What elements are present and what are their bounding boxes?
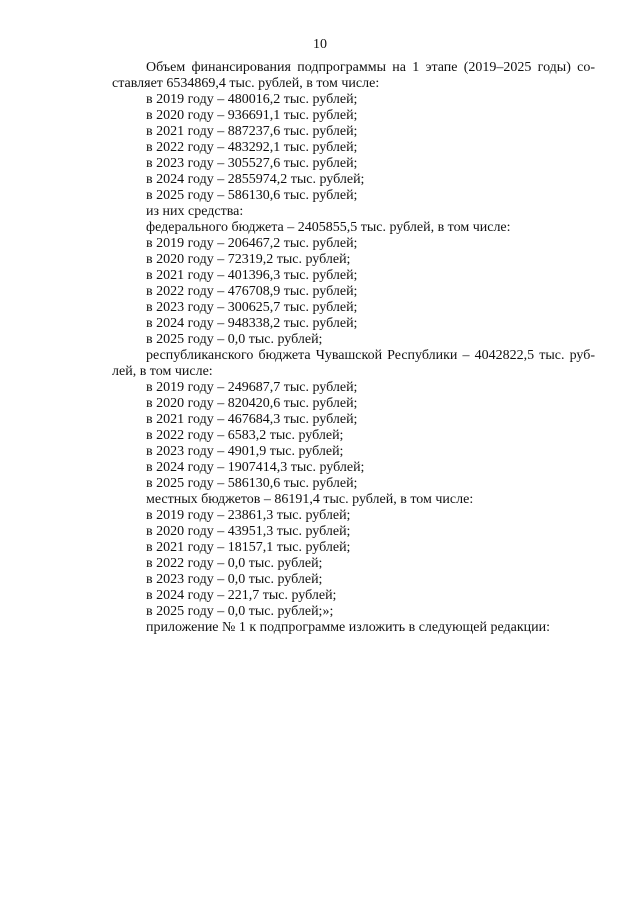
document-body (112, 60, 595, 636)
text-line: в 2024 году – 948338,2 тыс. рублей; (146, 316, 358, 331)
text-line: в 2020 году – 936691,1 тыс. рублей; (146, 108, 358, 123)
text-line: в 2022 году – 0,0 тыс. рублей; (146, 556, 323, 571)
page-number: 10 (313, 37, 327, 52)
text-line: в 2019 году – 23861,3 тыс. рублей; (146, 508, 351, 523)
text-line: в 2024 году – 2855974,2 тыс. рублей; (146, 172, 365, 187)
text-line: в 2020 году – 72319,2 тыс. рублей; (146, 252, 351, 267)
text-line: в 2023 году – 4901,9 тыс. рублей; (146, 444, 344, 459)
text-line: в 2023 году – 300625,7 тыс. рублей; (146, 300, 358, 315)
text-line: в 2025 году – 0,0 тыс. рублей; (146, 332, 323, 347)
text-line: в 2025 году – 0,0 тыс. рублей;»; (146, 604, 334, 619)
text-line: в 2019 году – 206467,2 тыс. рублей; (146, 236, 358, 251)
text-line: в 2021 году – 18157,1 тыс. рублей; (146, 540, 351, 555)
text-line: в 2021 году – 401396,3 тыс. рублей; (146, 268, 358, 283)
text-line: в 2023 году – 0,0 тыс. рублей; (146, 572, 323, 587)
text-line: в 2024 году – 221,7 тыс. рублей; (146, 588, 337, 603)
text-line: из них средства: (146, 204, 244, 219)
text-line: в 2020 году – 820420,6 тыс. рублей; (146, 396, 358, 411)
text-line: в 2024 году – 1907414,3 тыс. рублей; (146, 460, 365, 475)
text-line: в 2022 году – 476708,9 тыс. рублей; (146, 284, 358, 299)
text-line: Объем финансирования подпрограммы на 1 этапе (2019–2025 годы) со- (146, 60, 595, 75)
text-line: в 2023 году – 305527,6 тыс. рублей; (146, 156, 358, 171)
text-line: в 2021 году – 467684,3 тыс. рублей; (146, 412, 358, 427)
text-line: в 2022 году – 6583,2 тыс. рублей; (146, 428, 344, 443)
text-line: федерального бюджета – 2405855,5 тыс. рублей, в том числе: (146, 220, 511, 235)
text-line: республиканского бюджета Чувашской Республики – 4042822,5 тыс. руб- (146, 348, 595, 363)
text-line: ставляет 6534869,4 тыс. рублей, в том числе: (112, 76, 380, 91)
text-line: в 2020 году – 43951,3 тыс. рублей; (146, 524, 351, 539)
text-line: в 2025 году – 586130,6 тыс. рублей; (146, 188, 358, 203)
text-line: в 2022 году – 483292,1 тыс. рублей; (146, 140, 358, 155)
text-line: в 2021 году – 887237,6 тыс. рублей; (146, 124, 358, 139)
text-line: в 2019 году – 249687,7 тыс. рублей; (146, 380, 358, 395)
text-line: приложение № 1 к подпрограмме изложить в следующей редакции: (146, 620, 551, 635)
text-line: в 2019 году – 480016,2 тыс. рублей; (146, 92, 358, 107)
text-line: лей, в том числе: (112, 364, 213, 379)
text-line: в 2025 году – 586130,6 тыс. рублей; (146, 476, 358, 491)
text-line: местных бюджетов – 86191,4 тыс. рублей, в том числе: (146, 492, 474, 507)
